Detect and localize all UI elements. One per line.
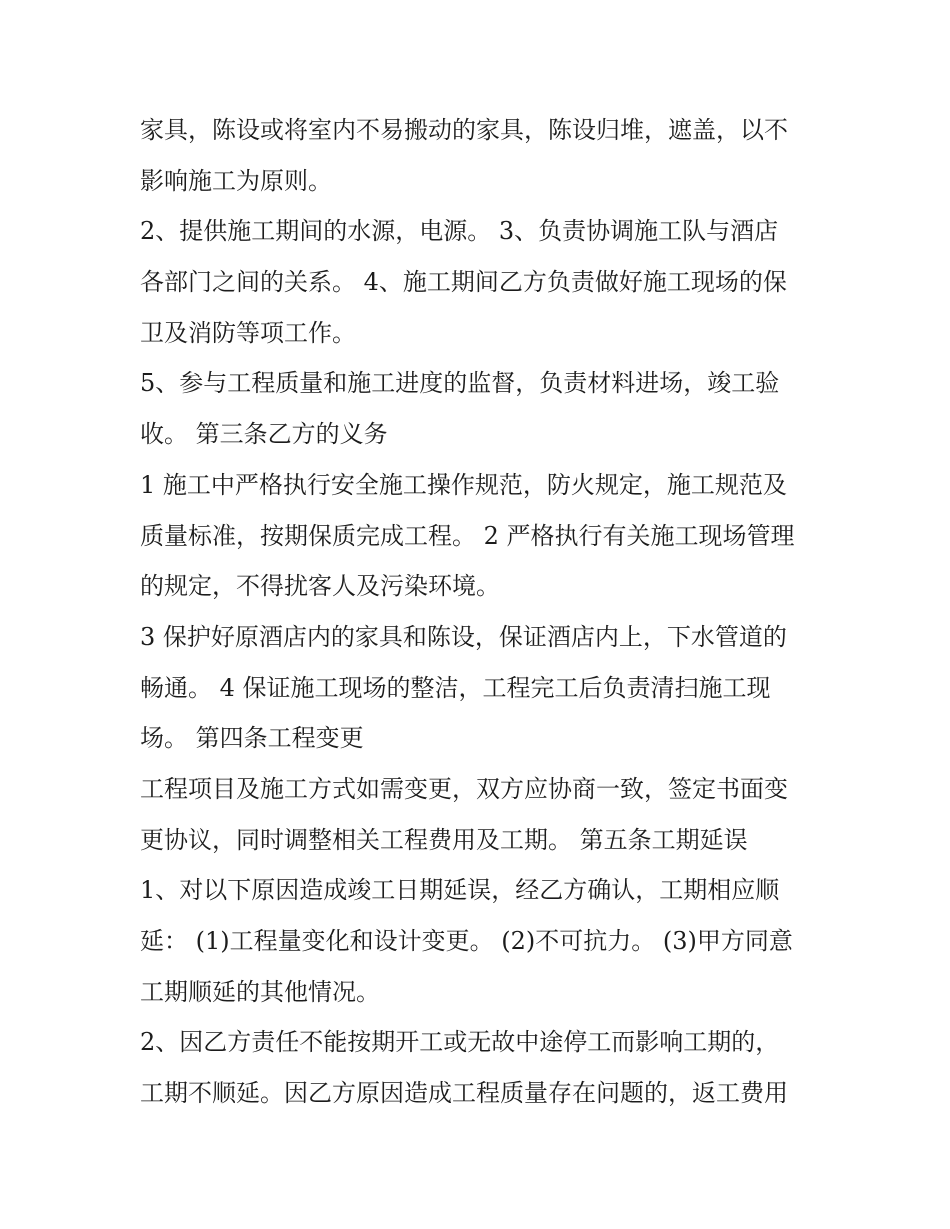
text-line-16: 1、对以下原因造成竣工日期延误，经乙方确认，工期相应顺 (140, 876, 780, 905)
text-line-7: 收。 第三条乙方的义务 (140, 420, 388, 449)
text-line-1: 家具，陈设或将室内不易搬动的家具，陈设归堆，遮盖，以不 (140, 116, 788, 144)
document-body (140, 105, 820, 1119)
text-line-18: 工期顺延的其他情况。 (140, 977, 380, 1006)
text-line-5: 卫及消防等项工作。 (140, 318, 356, 347)
text-line-14: 工程项目及施工方式如需变更，双方应协商一致，签定书面变 (140, 774, 788, 803)
text-line-2: 影响施工为原则。 (140, 166, 332, 195)
text-line-9: 质量标准，按期保质完成工程。 2 严格执行有关施工现场管理 (140, 521, 795, 550)
text-line-12: 畅通。 4 保证施工现场的整洁，工程完工后负责清扫施工现 (140, 673, 771, 702)
text-line-13: 场。 第四条工程变更 (140, 724, 364, 753)
text-line-8: 1 施工中严格执行安全施工操作规范，防火规定，施工规范及 (140, 470, 787, 499)
text-line-6: 5、参与工程质量和施工进度的监督，负责材料进场，竣工验 (140, 369, 780, 398)
text-line-11: 3 保护好原酒店内的家具和陈设，保证酒店内上，下水管道的 (140, 622, 787, 651)
text-line-10: 的规定，不得扰客人及污染环境。 (140, 572, 500, 601)
text-line-17: 延： (1)工程量变化和设计变更。 (2)不可抗力。 (3)甲方同意 (140, 927, 793, 955)
text-line-19: 2、因乙方责任不能按期开工或无故中途停工而影响工期的， (140, 1028, 780, 1057)
text-line-20: 工期不顺延。因乙方原因造成工程质量存在问题的，返工费用 (140, 1079, 788, 1108)
text-line-15: 更协议，同时调整相关工程费用及工期。 第五条工期延误 (140, 825, 748, 854)
text-line-4: 各部门之间的关系。 4、施工期间乙方负责做好施工现场的保 (140, 268, 787, 297)
text-line-3: 2、提供施工期间的水源，电源。 3、负责协调施工队与酒店 (140, 217, 779, 246)
